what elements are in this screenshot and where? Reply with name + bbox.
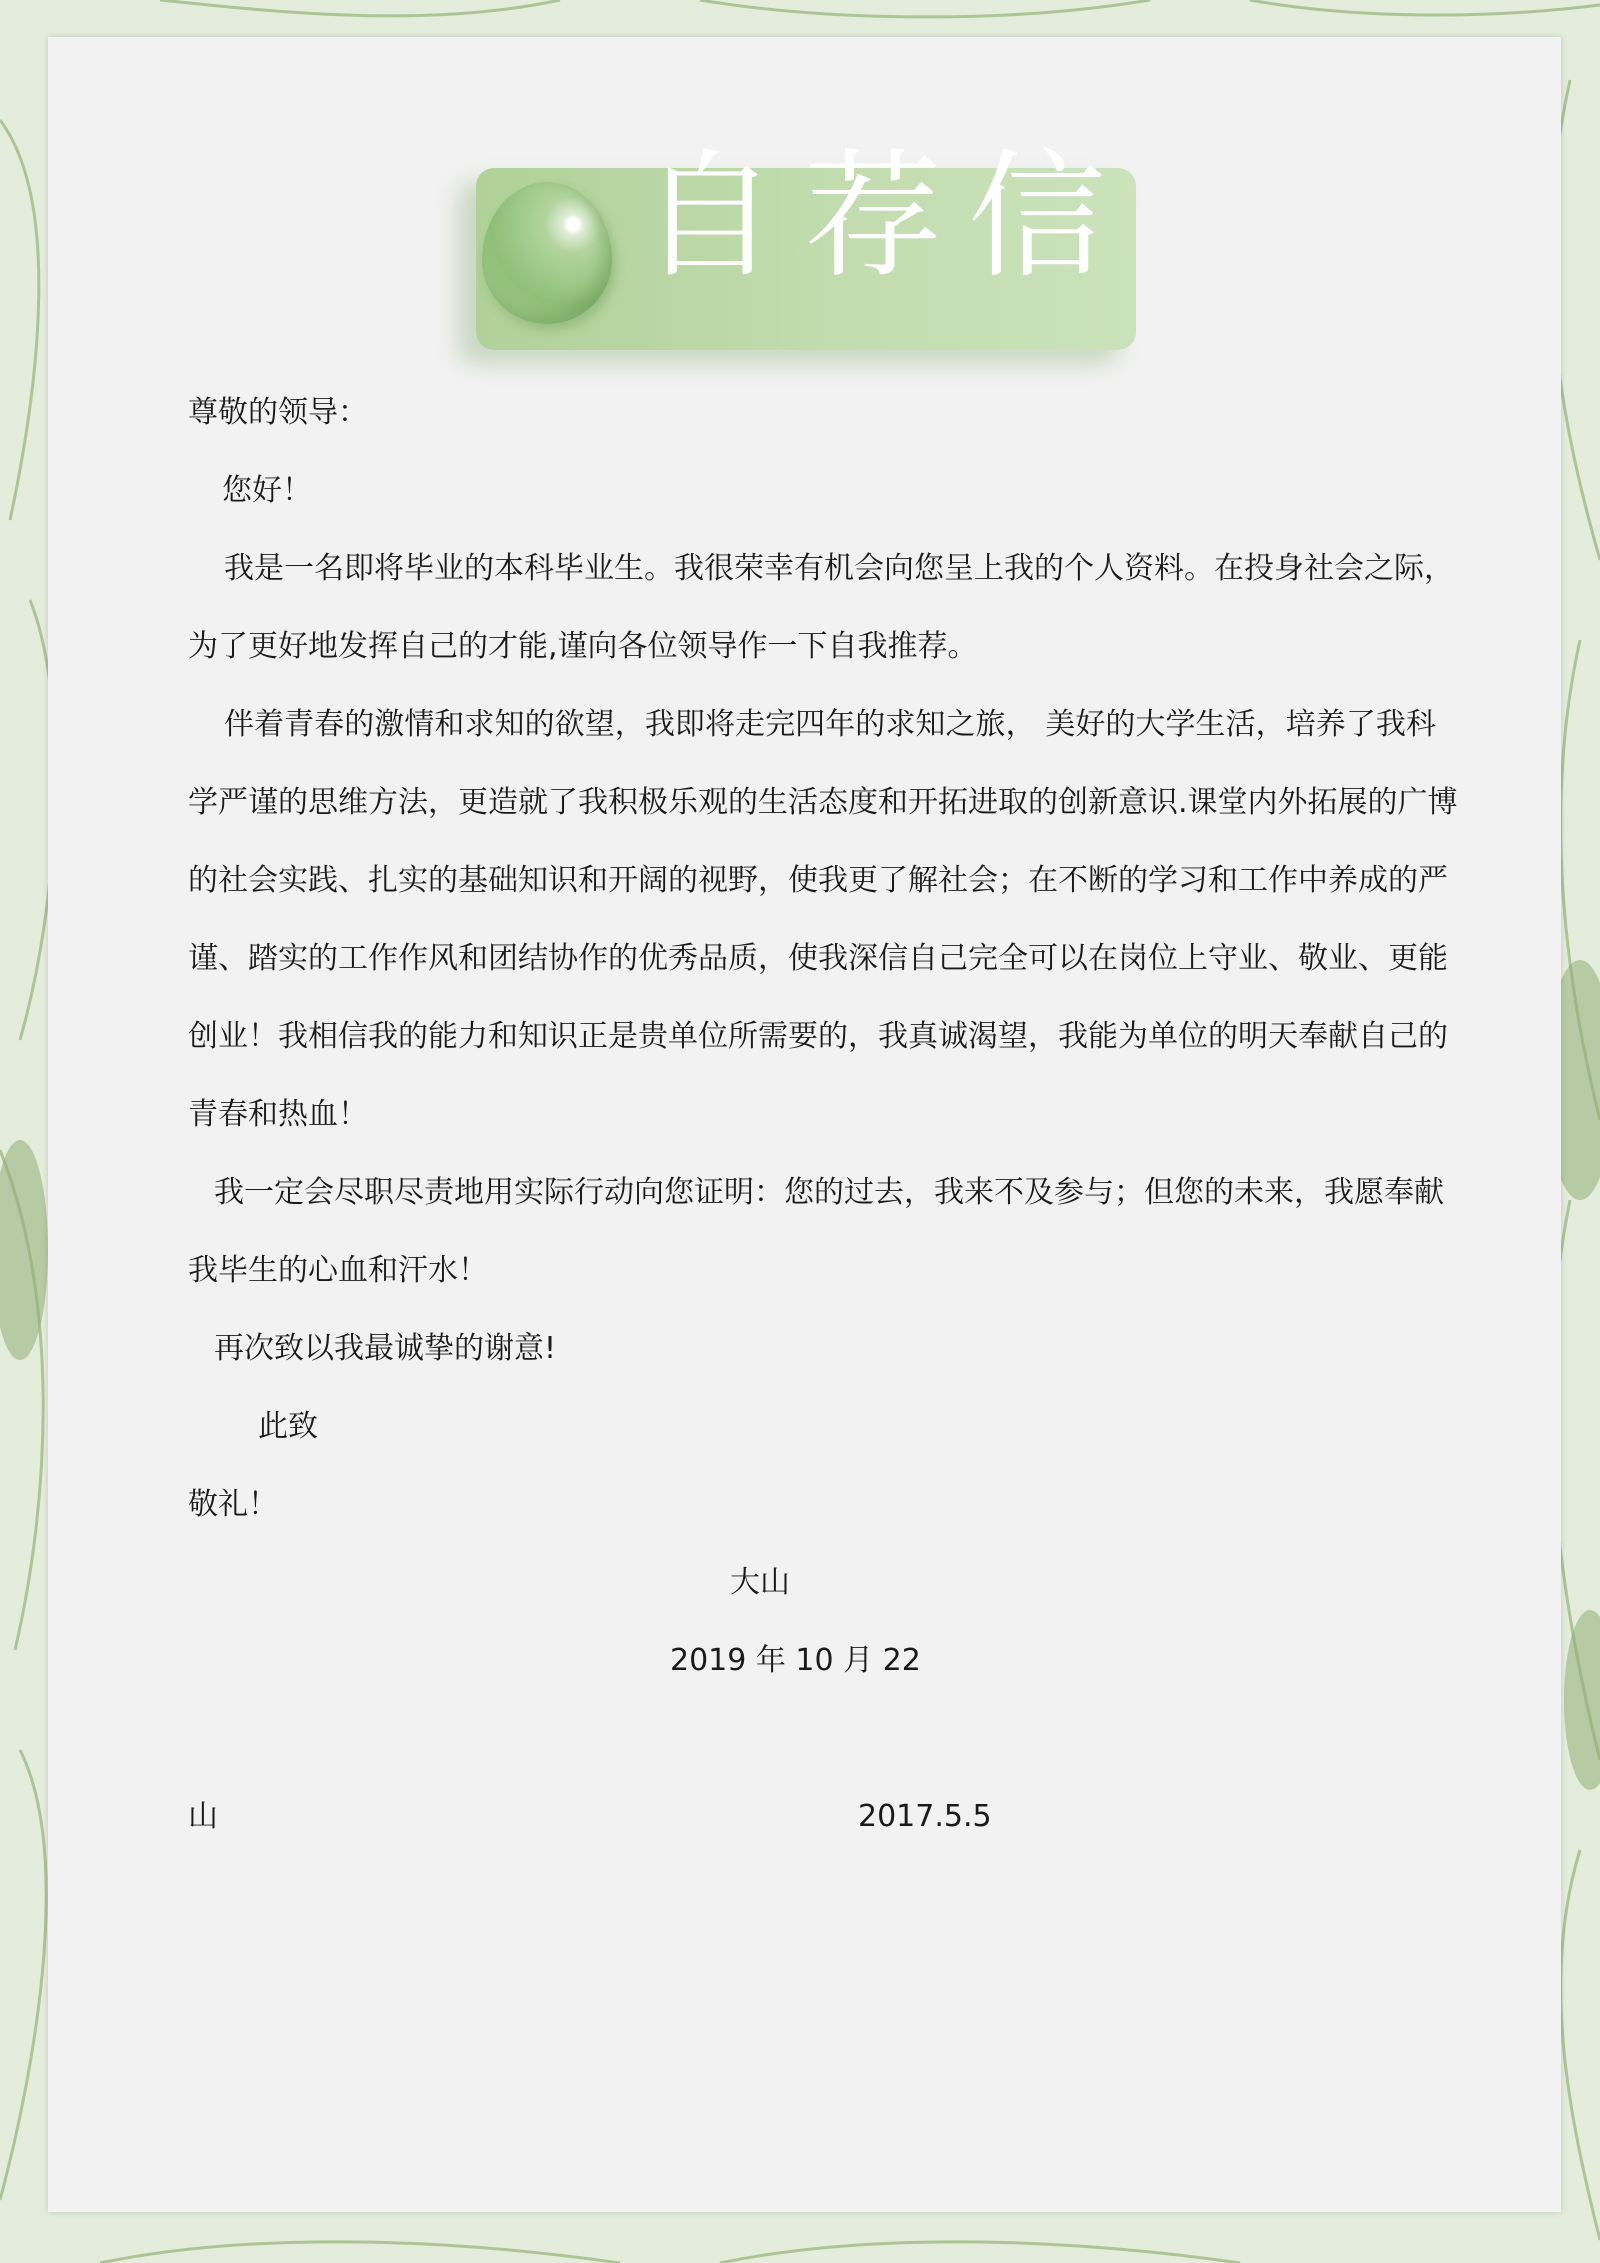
greeting: 您好！ xyxy=(222,473,312,508)
paragraph-line: 再次致以我最诚挚的谢意! xyxy=(214,1331,557,1366)
footer-left: 山 xyxy=(188,1799,218,1834)
paragraph-line: 我毕生的心血和汗水！ xyxy=(188,1253,488,1288)
salutation: 尊敬的领导： xyxy=(188,395,368,430)
signature: 大山 xyxy=(730,1565,790,1600)
closing-line-2: 敬礼！ xyxy=(188,1487,278,1522)
paragraph-line: 的社会实践、扎实的基础知识和开阔的视野，使我更了解社会；在不断的学习和工作中养成的严 xyxy=(188,863,1448,898)
page-title: 自荐信 xyxy=(640,136,1133,297)
closing-line-1: 此致 xyxy=(258,1409,318,1444)
footer-right: 2017.5.5 xyxy=(858,1799,992,1834)
title-banner xyxy=(430,130,1150,380)
paragraph-line: 伴着青春的激情和求知的欲望，我即将走完四年的求知之旅， 美好的大学生活，培养了我科 xyxy=(224,707,1436,742)
paragraph-line: 为了更好地发挥自己的才能,谨向各位领导作一下自我推荐。 xyxy=(188,629,978,664)
paragraph-line: 学严谨的思维方法，更造就了我积极乐观的生活态度和开拓进取的创新意识.课堂内外拓展的广博 xyxy=(188,785,1458,820)
paragraph-line: 谨、踏实的工作作风和团结协作的优秀品质，使我深信自己完全可以在岗位上守业、敬业、更能 xyxy=(188,941,1448,976)
paragraph-line: 我是一名即将毕业的本科毕业生。我很荣幸有机会向您呈上我的个人资料。在投身社会之际， xyxy=(224,551,1454,586)
date: 2019 年 10 月 22 xyxy=(670,1643,921,1678)
paragraph-line: 我一定会尽职尽责地用实际行动向您证明：您的过去，我来不及参与；但您的未来，我愿奉献 xyxy=(214,1175,1444,1210)
paragraph-line: 青春和热血！ xyxy=(188,1097,368,1132)
paragraph-line: 创业！我相信我的能力和知识正是贵单位所需要的，我真诚渴望，我能为单位的明天奉献自己的 xyxy=(188,1019,1448,1054)
